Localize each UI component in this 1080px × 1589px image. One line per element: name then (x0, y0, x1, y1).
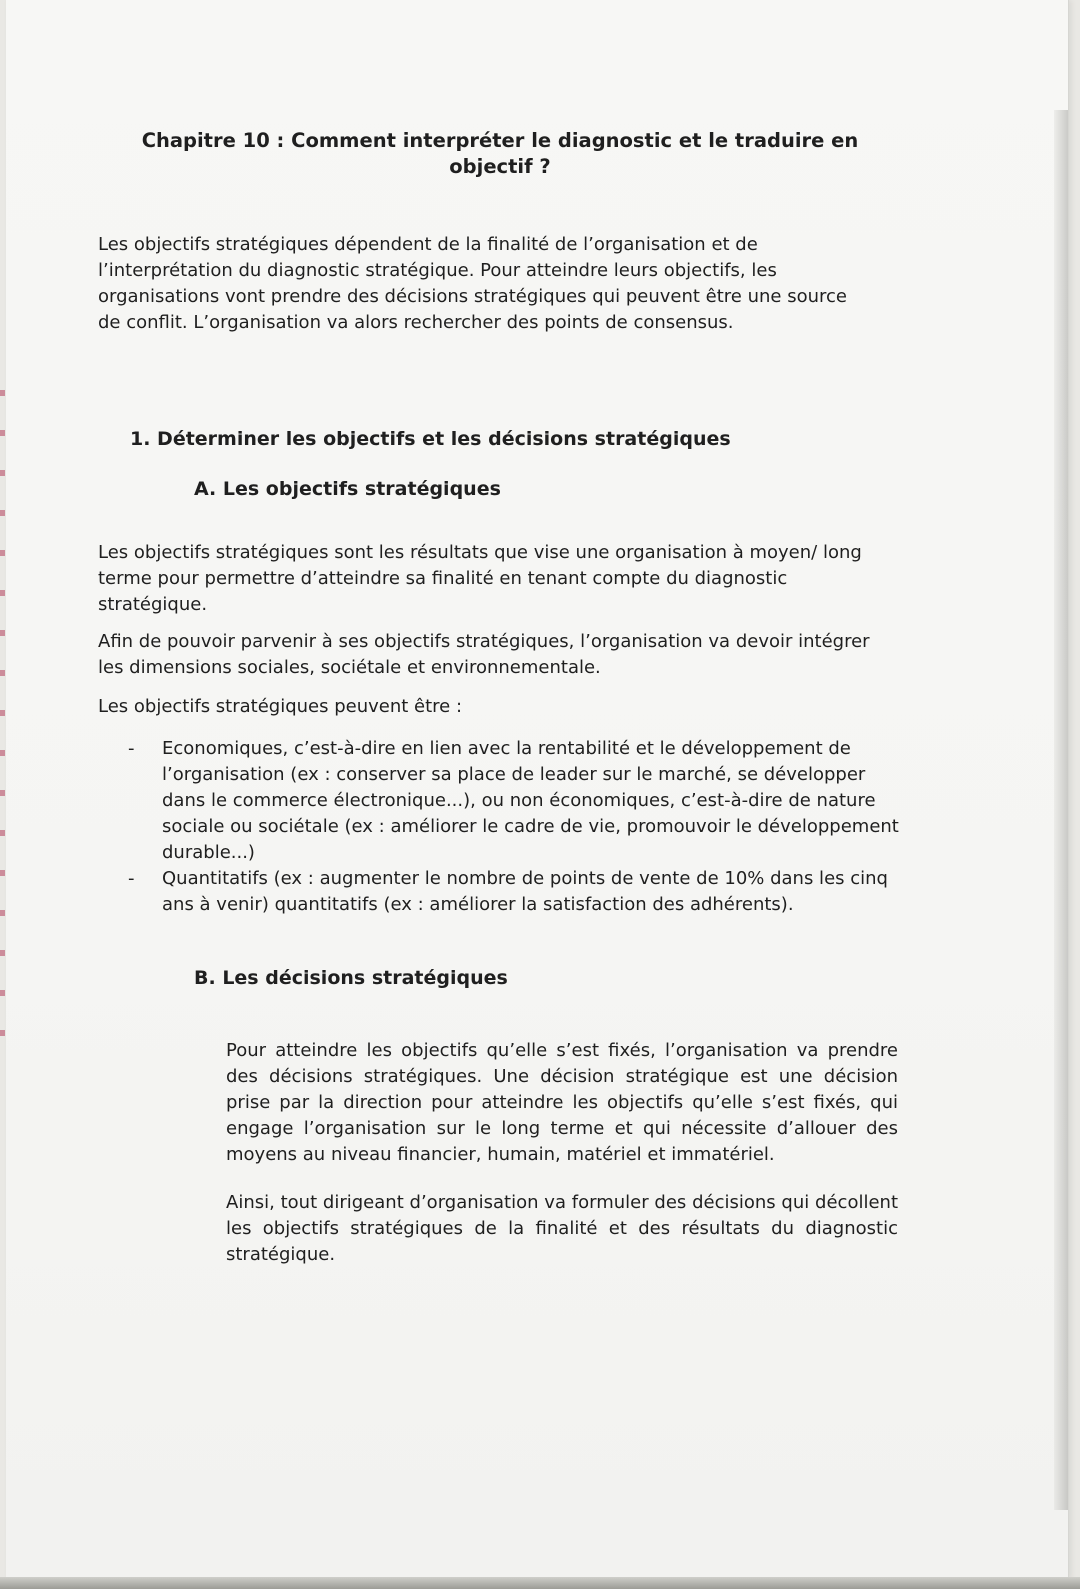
decisions-definition-paragraph: Pour atteindre les objectifs qu’elle s’est fixés, l’organisation va prendre des décisions stratégiques. Une décision stratégique est une décision prise par la direction pour atteindre les objectifs qu’elle s’est fixés, qui engage l’organisation sur le long terme et qui nécessite d’allouer des moyens au niveau financier, humain, matériel et immatériel. (226, 1040, 898, 1165)
objectives-dimensions-paragraph: Afin de pouvoir parvenir à ses objectifs stratégiques, l’organisation va devoir intégrer les dimensions sociales, sociétale et environnementale. (98, 631, 870, 678)
binding-marks (0, 390, 5, 1070)
intro-paragraph: Les objectifs stratégiques dépendent de la finalité de l’organisation et de l’interprétation du diagnostic stratégique. Pour atteindre leurs objectifs, les organisations vont prendre des décisions stratégiques qui peuvent être une source de conflit. L’organisation va alors rechercher des points de consensus. (98, 234, 847, 333)
chapter-title: Chapitre 10 : Comment interpréter le diagnostic et le traduire en objectif ? (141, 129, 859, 178)
list-item: - Quantitatifs (ex : augmenter le nombre de points de vente de 10% dans les cinq ans à venir) quantitatifs (ex : améliorer la satisfaction des adhérents). (128, 866, 908, 918)
subsection-a-heading: A. Les objectifs stratégiques (194, 478, 501, 500)
page-edge-shadow (1054, 110, 1068, 1510)
objectives-list-intro: Les objectifs stratégiques peuvent être : (98, 696, 463, 717)
subsection-b-heading: B. Les décisions stratégiques (194, 967, 508, 989)
section-1-heading: 1. Déterminer les objectifs et les décisions stratégiques (130, 428, 731, 450)
page-bottom-edge (0, 1577, 1080, 1589)
decisions-conclusion-paragraph: Ainsi, tout dirigeant d’organisation va formuler des décisions qui décollent les objectifs stratégiques de la finalité et des résultats du diagnostic stratégique. (226, 1192, 898, 1265)
list-item: - Economiques, c’est-à-dire en lien avec la rentabilité et le développement de l’organisation (ex : conserver sa place de leader sur le marché, se développer dans le commerce électronique...), ou non économiques, c’est-à-dire de nature sociale ou sociétale (ex : améliorer le cadre de vie, promouvoir le développement durable...) (128, 736, 908, 866)
objectives-definition-paragraph: Les objectifs stratégiques sont les résultats que vise une organisation à moyen/ long terme pour permettre d’atteindre sa finalité en tenant compte du diagnostic stratégique. (98, 542, 862, 615)
objectives-list (128, 736, 908, 918)
